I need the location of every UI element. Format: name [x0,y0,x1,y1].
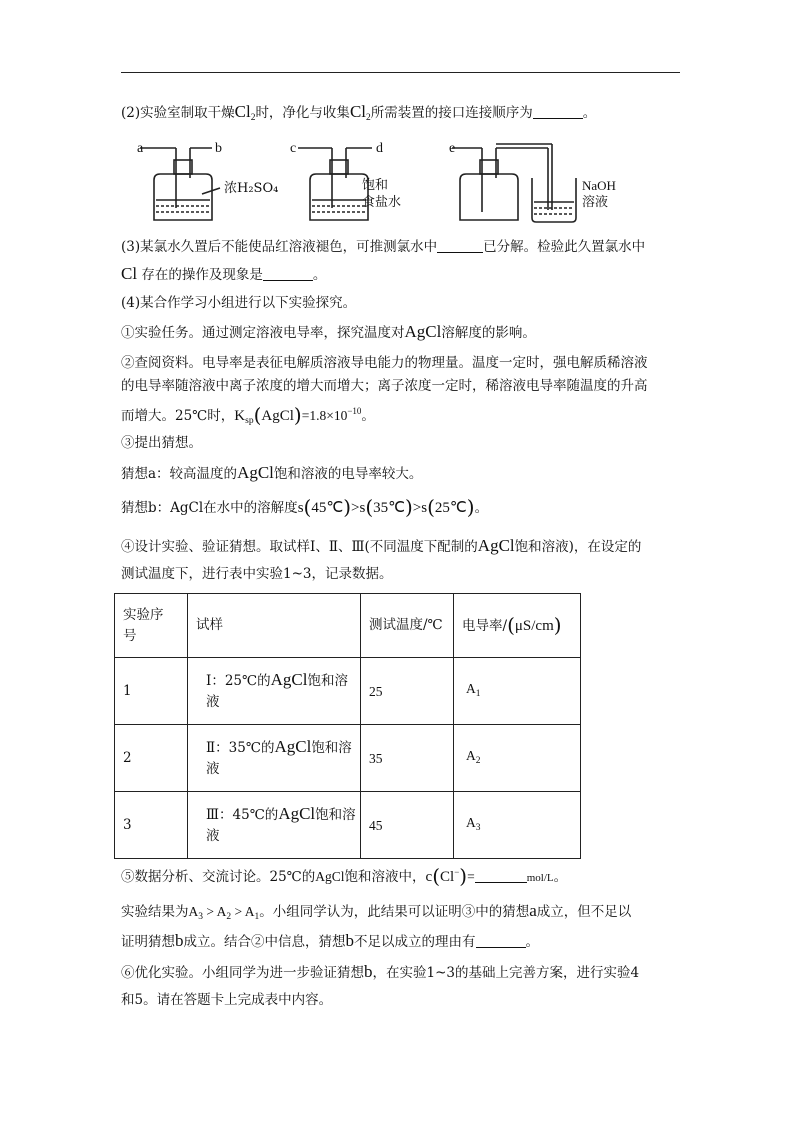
experiment-table [114,593,581,859]
port-b-label: b [215,141,222,156]
optimize-line1: ⑥优化实验。小组同学为进一步验证猜想b，在实验1~3的基础上完善方案，进行实验4 [121,962,640,981]
guess-b: 猜想b：AgCl在水中的溶解度s(45℃)>s(35℃)>s(25℃)。 [121,495,489,519]
question-3-line1: (3)某氯水久置后不能使品红溶液褪色，可推测氯水中 已分解。检验此久置氯水中 [121,239,646,255]
port-a-label: a [137,141,144,156]
header-experiment-no: 实验序 号 [115,594,188,658]
reference-line1: ②查阅资料。电导率是表征电解质溶液导电能力的物理量。温度一定时，强电解质稀溶液 [121,355,648,371]
answer-blank[interactable] [437,238,483,253]
question-3-line2: Cl 存在的操作及现象是 。 [121,264,327,283]
question-2: (2)实验室制取干燥$Cl_2$时，净化与收集$Cl_2$所需装置的接口连接顺序为 。 [121,102,597,123]
guess-title: ③提出猜想。 [121,435,202,451]
answer-blank[interactable] [475,868,527,883]
analysis-line2: 实验结果为$A_3 > A_2 > A_1$。小组同学认为，此结果可以证明③中的猜想a成立，但不足以 [121,901,632,922]
guess-a: 猜想a：较高温度的AgCl饱和溶液的电导率较大。 [121,463,423,482]
optimize-line2: 和5。请在答题卡上完成表中内容。 [121,992,333,1008]
port-d-label: d [376,141,383,156]
answer-blank[interactable] [476,933,526,948]
port-e-label: e [449,141,456,156]
table-row: 1 Ⅰ：25℃的AgCl饱和溶 液 25 $A_1$ [115,658,581,725]
port-c-label: c [290,141,297,156]
header-sample: 试样 [188,594,361,658]
header-test-temp: 测试温度/℃ [361,594,454,658]
analysis-line3: 证明猜想b成立。结合②中信息，猜想b不足以成立的理由有 。 [121,931,539,950]
reagent-h2so4: 浓H₂SO₄ [224,181,279,196]
answer-blank[interactable] [263,266,313,281]
answer-blank[interactable] [533,104,583,119]
table-row: 3 Ⅲ：45℃的AgCl饱和溶 液 45 $A_3$ [115,792,581,859]
reagent-naoh: NaOH 溶液 [582,178,616,210]
analysis-line1: ⑤数据分析、交流讨论。25℃的AgCl饱和溶液中，c(Cl−)= mol/L。 [121,864,568,888]
header-conductivity: 电导率/(μS/cm) [454,594,581,658]
reference-line3: 而增大。25℃时，$K_{sp}(AgCl)=1.8\times 10^{-10}$。 [121,403,375,427]
reference-line2: 的电导率随溶液中离子浓度的增大而增大；离子浓度一定时，稀溶液电导率随温度的升高 [121,378,648,394]
apparatus-figure [130,138,580,224]
header-rule [121,72,680,73]
table-row: 2 Ⅱ：35℃的AgCl饱和溶 液 35 $A_2$ [115,725,581,792]
table-header-row [115,594,581,658]
task-line: ①实验任务。通过测定溶液电导率，探究温度对AgCl溶解度的影响。 [121,322,536,341]
reagent-brine: 饱和 食盐水 [362,178,402,210]
design-line1: ④设计实验、验证猜想。取试样Ⅰ、Ⅱ、Ⅲ(不同温度下配制的AgCl饱和溶液)，在设定的 [121,536,642,555]
design-line2: 测试温度下，进行表中实验1~3，记录数据。 [121,566,393,582]
question-4-intro: (4)某合作学习小组进行以下实验探究。 [121,295,357,311]
